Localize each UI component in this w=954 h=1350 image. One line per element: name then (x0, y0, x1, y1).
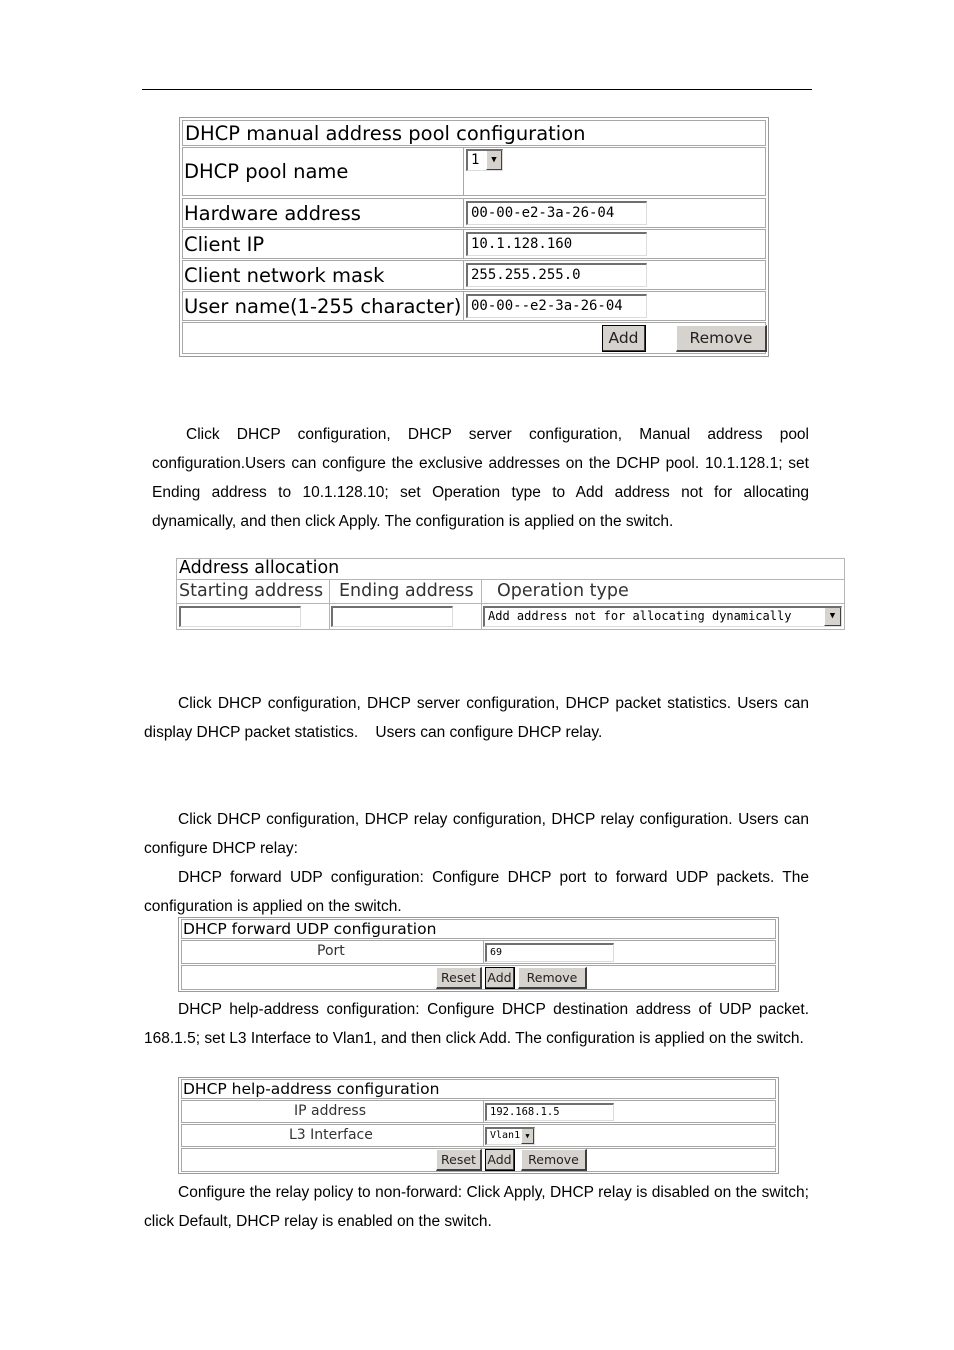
mask-input[interactable]: 255.255.255.0 (466, 263, 647, 287)
remove-button[interactable]: Remove (521, 1149, 587, 1171)
paragraph-help-address: DHCP help-address configuration: Configure DHCP destination address of UDP packet. 168.1.5; set L3 Interface to Vlan1, and then click Add. The configuration is applied on the switch. (144, 1001, 809, 1047)
add-button[interactable]: Add (602, 325, 646, 352)
add-button[interactable]: Add (485, 967, 515, 989)
manual-pool-panel (179, 117, 769, 357)
col-operation-type: Operation type (497, 581, 629, 601)
pool-button-row (182, 322, 766, 354)
reset-button[interactable]: Reset (436, 1149, 482, 1171)
hw-label: Hardware address (184, 202, 361, 225)
panel-title: DHCP help-address configuration (183, 1080, 440, 1098)
port-label: Port (317, 943, 345, 959)
paragraph-relay-configuration: Click DHCP configuration, DHCP relay configuration, DHCP relay configuration. Users can configure DHCP relay: DHCP forward UDP configuration: Configure DHCP port to forward UDP packets. The configuration is applied on the switch. (144, 811, 809, 915)
paragraph-packet-statistics: Click DHCP configuration, DHCP server configuration, DHCP packet statistics. Users can display DHCP packet statistics. Users can configure DHCP relay. (144, 695, 809, 741)
pool-name-select[interactable]: 1 ▼ (466, 149, 503, 171)
panel-title-row (182, 120, 766, 146)
col-ending-address: Ending address (339, 581, 474, 601)
panel-title: DHCP manual address pool configuration (185, 122, 586, 145)
help-button-row (181, 1148, 776, 1172)
add-button[interactable]: Add (485, 1149, 515, 1171)
remove-button[interactable]: Remove (518, 967, 587, 989)
user-input[interactable]: 00-00--e2-3a-26-04 (466, 294, 647, 318)
pool-name-row (182, 147, 766, 196)
ending-address-input[interactable] (331, 606, 453, 627)
port-row (181, 940, 776, 964)
ip-row (181, 1100, 776, 1123)
pool-name-label: DHCP pool name (184, 160, 349, 183)
client-ip-label: Client IP (184, 233, 265, 256)
l3-label: L3 Interface (289, 1127, 373, 1143)
chevron-down-icon[interactable]: ▼ (486, 151, 502, 170)
mask-label: Client network mask (184, 264, 385, 287)
client-ip-input[interactable]: 10.1.128.160 (466, 232, 647, 256)
user-row (182, 291, 766, 321)
paragraph-manual-pool: Click DHCP configuration, DHCP server configuration, Manual address pool configuration.Users can configure the exclusive addresses on the DCHP pool. 10.1.128.1; set Ending address to 10.1.128.10; set Operation type to Add address not for allocating dynamically, and then click Apply. The configuration is applied on the switch. (152, 426, 809, 530)
ip-address-input[interactable]: 192.168.1.5 (485, 1103, 614, 1121)
client-ip-row (182, 229, 766, 259)
l3-interface-select[interactable]: Vlan1 ▼ (485, 1127, 535, 1145)
remove-button[interactable]: Remove (676, 325, 767, 352)
chevron-down-icon[interactable]: ▼ (521, 1129, 534, 1144)
l3-row (181, 1124, 776, 1147)
forward-udp-panel (178, 917, 779, 992)
chevron-down-icon[interactable]: ▼ (824, 608, 841, 626)
port-input[interactable]: 69 (485, 943, 614, 962)
ip-label: IP address (294, 1103, 367, 1119)
udp-button-row (181, 965, 776, 990)
hw-row (182, 198, 766, 228)
reset-button[interactable]: Reset (436, 967, 482, 989)
operation-type-select[interactable]: Add address not for allocating dynamically ▼ (483, 606, 842, 627)
starting-address-input[interactable] (179, 606, 301, 627)
panel-title: Address allocation (179, 558, 340, 578)
panel-title: DHCP forward UDP configuration (183, 920, 437, 938)
col-starting-address: Starting address (179, 581, 324, 601)
header-rule (142, 89, 812, 90)
paragraph-relay-policy: Configure the relay policy to non-forward: Click Apply, DHCP relay is disabled on the switch; click Default, DHCP relay is enabled on the switch. (144, 1184, 809, 1230)
panel-title-row (181, 1079, 776, 1099)
panel-title-row (181, 919, 776, 939)
help-address-panel (178, 1077, 779, 1174)
user-label: User name(1-255 character) (184, 295, 462, 318)
hw-address-input[interactable]: 00-00-e2-3a-26-04 (466, 201, 647, 225)
mask-row (182, 260, 766, 290)
address-allocation-panel (176, 558, 845, 630)
